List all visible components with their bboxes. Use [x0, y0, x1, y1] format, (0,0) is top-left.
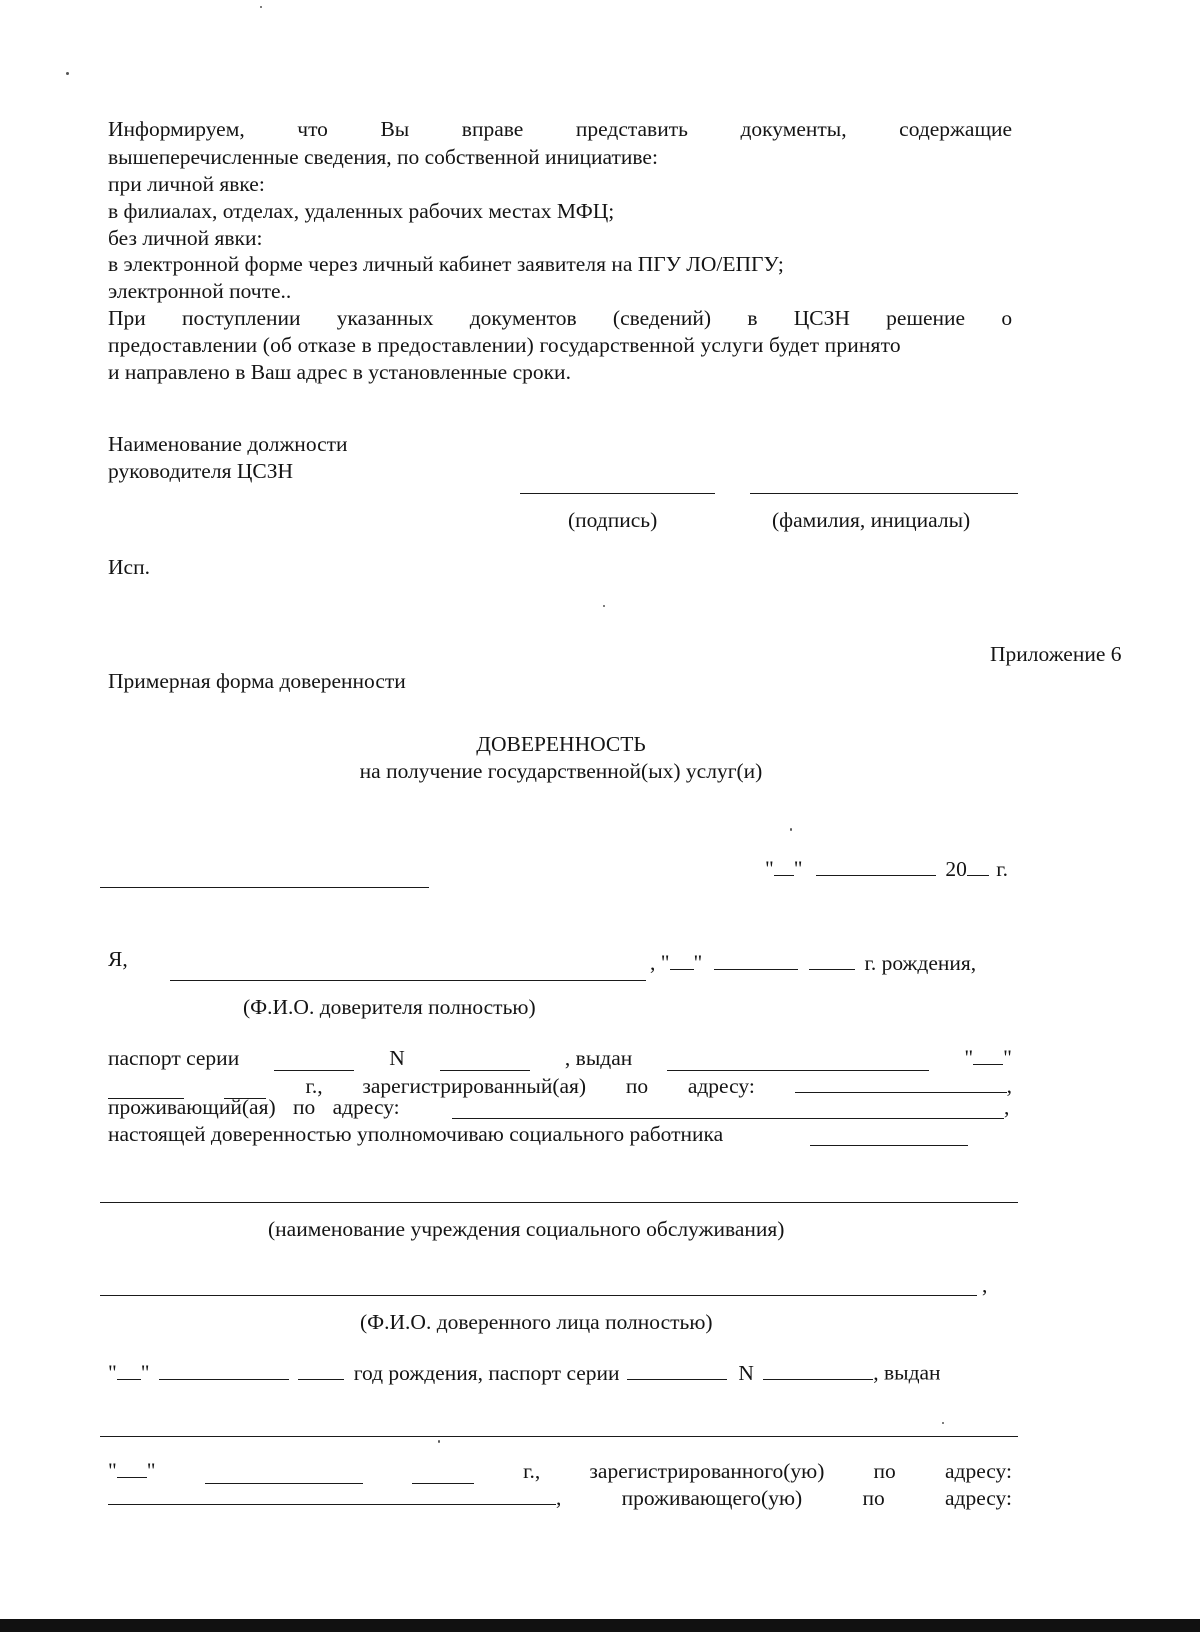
- passport-series-blank[interactable]: [274, 1046, 354, 1071]
- principal-name-line[interactable]: [170, 980, 646, 981]
- word: Информируем,: [108, 117, 245, 141]
- quote: ": [660, 950, 670, 975]
- position-title-line-1: Наименование должности: [108, 432, 348, 456]
- word: Вы: [380, 117, 410, 141]
- word: (сведений): [612, 306, 712, 330]
- trustee-issued-by-line[interactable]: [100, 1436, 1018, 1437]
- form-caption: Примерная форма доверенности: [108, 669, 406, 693]
- trustee-birth-day-blank[interactable]: [117, 1357, 141, 1380]
- notice-line-4: в филиалах, отделах, удаленных рабочих местах МФЦ;: [108, 199, 615, 223]
- document-title: ДОВЕРЕННОСТЬ: [476, 732, 646, 756]
- comma: ,: [1006, 1073, 1012, 1098]
- institution-caption: (наименование учреждения социального обслуживания): [268, 1217, 785, 1241]
- quote: ": [793, 856, 803, 881]
- scan-speck: [66, 72, 69, 75]
- trustee-passport-number-blank[interactable]: [763, 1357, 873, 1380]
- trustee-birth-year-blank[interactable]: [298, 1357, 344, 1380]
- scan-speck: [603, 605, 605, 607]
- word: проживающего(ую): [621, 1485, 803, 1510]
- word: проживающий(ая): [108, 1095, 276, 1119]
- trustee-caption: (Ф.И.О. доверенного лица полностью): [360, 1310, 713, 1334]
- birth-date-row: [650, 947, 976, 976]
- passport-number-blank[interactable]: [440, 1046, 530, 1071]
- birth-suffix: г. рождения,: [864, 950, 977, 975]
- social-worker-blank[interactable]: [810, 1145, 968, 1146]
- year-prefix: 20: [945, 856, 967, 881]
- word: При: [108, 306, 146, 330]
- scan-speck: [790, 828, 792, 831]
- document-subtitle: на получение государственной(ых) услуг(и): [359, 759, 763, 783]
- scan-speck: [260, 6, 262, 8]
- word: по: [873, 1458, 896, 1483]
- quote: ": [146, 1458, 156, 1483]
- word: адресу:: [944, 1485, 1012, 1510]
- notice-line-1: [108, 117, 1012, 142]
- trustee-birth-passport-label: год рождения, паспорт серии: [353, 1360, 620, 1385]
- comma: ,: [650, 950, 656, 975]
- comma: ,: [556, 1485, 562, 1510]
- registration-address-end: [795, 1068, 1012, 1099]
- year-abbrev: г.,: [523, 1458, 541, 1483]
- trustee-birth-month-blank[interactable]: [159, 1357, 289, 1380]
- issued-label: , выдан: [564, 1045, 633, 1070]
- issued-by-blank[interactable]: [667, 1046, 929, 1071]
- word: вправе: [461, 117, 524, 141]
- principal-caption: (Ф.И.О. доверителя полностью): [243, 995, 536, 1019]
- trustee-name-line[interactable]: [100, 1295, 977, 1296]
- appendix-label: Приложение 6: [990, 642, 1122, 666]
- registration-address-blank[interactable]: [795, 1068, 1007, 1093]
- passport-series-label: паспорт серии: [108, 1045, 240, 1070]
- notice-line-5: без личной явки:: [108, 226, 263, 250]
- signature-caption: (подпись): [568, 508, 658, 532]
- word: что: [297, 117, 328, 141]
- word: поступлении: [182, 306, 301, 330]
- place-line[interactable]: [100, 887, 429, 888]
- quote: ": [693, 950, 703, 975]
- issue-day-blank[interactable]: [973, 1040, 1003, 1065]
- word: представить: [575, 117, 688, 141]
- word: о: [1001, 306, 1013, 330]
- signature-line[interactable]: [520, 493, 715, 494]
- trustee-issued-label: , выдан: [873, 1360, 941, 1385]
- issue-date-open: [964, 1040, 1012, 1071]
- passport-row: [108, 1040, 1012, 1071]
- quote: ": [108, 1360, 117, 1385]
- word: зарегистрированного(ую): [589, 1458, 825, 1483]
- word: адресу:: [687, 1073, 755, 1098]
- ya-label: Я,: [108, 947, 128, 971]
- word: по: [293, 1095, 316, 1119]
- birth-year-blank[interactable]: [809, 947, 855, 970]
- word: решение: [886, 306, 966, 330]
- scan-border-bottom: [0, 1619, 1200, 1632]
- name-initials-line[interactable]: [750, 493, 1018, 494]
- date-row: [765, 853, 1008, 882]
- quote: ": [765, 856, 774, 881]
- comma: ,: [1004, 1095, 1010, 1119]
- birth-month-blank[interactable]: [714, 947, 798, 970]
- notice-line-2: вышеперечисленные сведения, по собственной инициативе:: [108, 145, 658, 169]
- executor-label: Исп.: [108, 555, 150, 579]
- living-row: [108, 1095, 400, 1120]
- word: по: [862, 1485, 885, 1510]
- trustee-issue-day-blank[interactable]: [117, 1453, 147, 1478]
- notice-line-6: в электронной форме через личный кабинет заявителя на ПГУ ЛО/ЕПГУ;: [108, 252, 784, 276]
- word: адресу:: [944, 1458, 1012, 1483]
- word: документов: [469, 306, 577, 330]
- notice-line-8: [108, 306, 1012, 331]
- word: по: [625, 1073, 649, 1098]
- month-blank[interactable]: [816, 853, 936, 876]
- notice-line-10: и направлено в Ваш адрес в установленные сроки.: [108, 360, 571, 384]
- trustee-passport-row: [108, 1357, 941, 1386]
- trustee-passport-number-label: N: [738, 1360, 754, 1385]
- living-address-blank[interactable]: [452, 1118, 1004, 1119]
- trustee-registration-end: [108, 1480, 561, 1511]
- authorize-text: настоящей доверенностью уполномочиваю социального работника: [108, 1122, 724, 1146]
- quote: ": [140, 1360, 150, 1385]
- day-blank[interactable]: [774, 853, 794, 876]
- year-abbrev: г.,: [305, 1073, 323, 1098]
- year-blank[interactable]: [967, 853, 989, 876]
- quote: ": [964, 1045, 974, 1070]
- scan-speck: [942, 1422, 944, 1424]
- word: документы,: [740, 117, 847, 141]
- word: в: [747, 306, 758, 330]
- trustee-passport-series-blank[interactable]: [627, 1357, 727, 1380]
- position-title-line-2: руководителя ЦСЗН: [108, 459, 293, 483]
- notice-line-9: предоставлении (об отказе в предоставлении) государственной услуги будет принято: [108, 333, 901, 357]
- quote: ": [108, 1458, 117, 1483]
- trustee-registration-address-blank[interactable]: [108, 1480, 556, 1505]
- passport-number-label: N: [389, 1045, 405, 1070]
- birth-day-blank[interactable]: [670, 947, 694, 970]
- comma: ,: [982, 1273, 988, 1297]
- notice-line-3: при личной явке:: [108, 172, 265, 196]
- name-initials-caption: (фамилия, инициалы): [772, 508, 971, 532]
- year-suffix: г.: [996, 856, 1008, 881]
- word: ЦСЗН: [793, 306, 850, 330]
- word: зарегистрированный(ая): [362, 1073, 587, 1098]
- trustee-living-row: [108, 1480, 1012, 1511]
- scan-speck: [438, 1440, 440, 1443]
- quote: ": [1003, 1045, 1012, 1070]
- word: содержащие: [899, 117, 1013, 141]
- notice-line-7: электронной почте..: [108, 279, 292, 303]
- institution-line[interactable]: [100, 1202, 1018, 1203]
- word: указанных: [336, 306, 434, 330]
- word: адресу:: [332, 1095, 400, 1119]
